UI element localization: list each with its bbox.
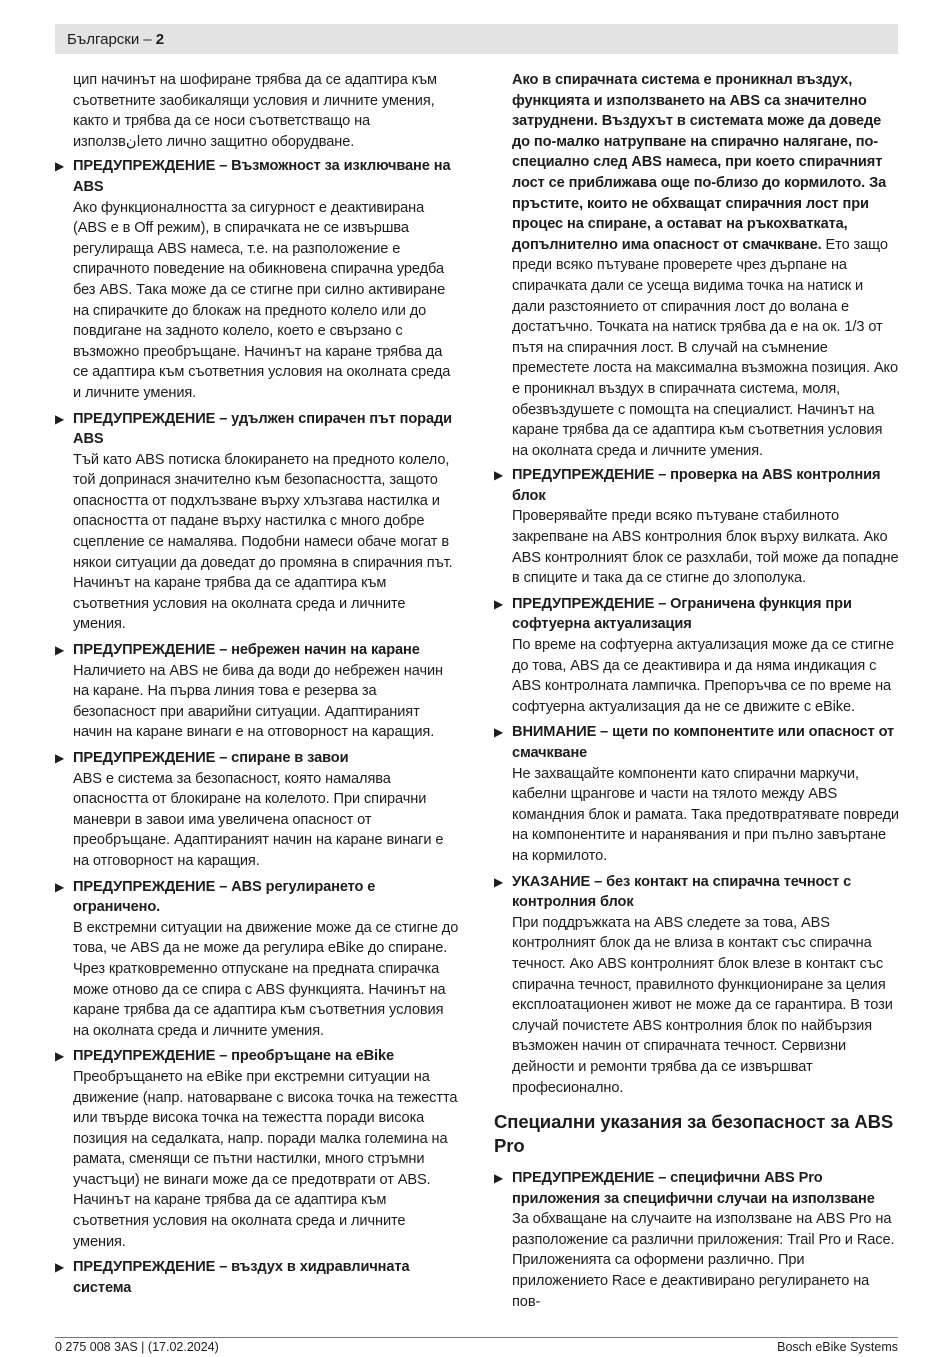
- footer-brand: Bosch eBike Systems: [777, 1340, 898, 1354]
- footer-divider: [55, 1337, 898, 1338]
- warning-body: По време на софтуерна актуализация може да се стигне до това, ABS да се деактивира и да няма индикация с ABS контролната лампичка. Препоръчва се по време на софтуерна актуализация да не се движите с eBike.: [512, 637, 894, 715]
- warning-title: ПРЕДУПРЕЖДЕНИЕ – удължен спирачен път поради ABS: [73, 410, 453, 448]
- warning-title: ПРЕДУПРЕЖДЕНИЕ – Възможност за изключване на ABS: [73, 158, 451, 195]
- warning-title: ПРЕДУПРЕЖДЕНИЕ – специфични ABS Pro приложения за специфични случаи на използване: [512, 1170, 875, 1207]
- section-heading: Специални указания за безопасност за ABS Pro: [494, 1111, 894, 1157]
- warning-body: Ако функционалността за сигурност е деактивирана (ABS е в Off режим), в спирачката не се извършва регулираща ABS намеса, т.е. на разположение е спирачното поведение на обикновена спирачна уредба без ABS. Така може да се стигне при силно активиране на спирачките до блокаж на предното колело или до повдигане на задното колело, което е свързано с възможно преобръщане. Начинът на каране трябва да се адаптира към съответния условия на околната среда и личните умения.: [73, 199, 451, 401]
- warning-body: Тъй като ABS потиска блокирането на предното колело, той допринася значително към безопасността, защото опасността от подхлъзване върху хлъзгава настилка и опасността от падане върху настилка с много добре сцепление се намалява. Подобни намеси обаче могат в някои ситуации да доведат до промяна в спирачния път. Начинът на каране трябва да се адаптира към съответния условия на околната среда и личните умения.: [73, 451, 453, 633]
- warning-body: При поддръжката на ABS следете за това, ABS контролният блок да не влиза в контакт със спирачна течност. Ако ABS контролният блок влезе в контакт със спирачна течност, правилното функциониране за целия експлоатационен живот не може да се гарантира. В този случай почистете ABS контролния блок по найбързия възможен начин от спирачната течност. Сервизни дейности и ремонти трябва да се извършват професионално.: [512, 914, 893, 1096]
- warning-title: ПРЕДУПРЕЖДЕНИЕ – проверка на ABS контролния блок: [512, 467, 881, 504]
- bullet-arrow-icon: ▶: [494, 725, 504, 740]
- warning-longer-braking: [55, 409, 460, 636]
- continued-bold-text: Ако в спирачната система е проникнал въздух, функцията и използването на ABS са значително затруднени. Въздухът в системата може да доведе до по-малко натрупване на спирачно налягане, по-специално след ABS намеса, при което спирачният лост се приближава още по-близо до кормилото. За пръстите, които не обхващат спирачния лост при процес на спиране, а остават на ръкохватката, допълнително има опасност от смачкване.: [512, 72, 887, 253]
- right-column: [494, 70, 899, 1317]
- warning-body: Наличието на ABS не бива да води до небрежен начин на каране. На първа линия това е резерва за безопасност при аварийни ситуации. Адаптираният начин на каране винаги е на отговорност на каращия.: [73, 662, 443, 741]
- bullet-arrow-icon: ▶: [55, 159, 65, 174]
- warning-title: ПРЕДУПРЕЖДЕНИЕ – ABS регулирането е ограничено.: [73, 878, 376, 916]
- warning-body: В екстремни ситуации на движение може да се стигне до това, че ABS да не може да регулира eBike до спиране. Чрез кратковременно отпускане на предната спирачка може отново да се спира с ABS функцията. Начинът на каране трябва да се адаптира към съответния условия на околната среда и личните умения.: [73, 919, 459, 1039]
- caution-component-damage: [494, 722, 899, 866]
- warning-body: Преобръщането на eBike при екстремни ситуации на движение (напр. натоварване с висока точка на тежестта или твърде висока точка на тежестта поради висока позиция на седалката, напр. поради малка големина на рамата, сменящи се пътни настилки, много стръмни участъци) не винаги може да се предотврати от ABS. Начинът на каране трябва да се адаптира към съответния условия на околната среда и личните умения.: [73, 1068, 458, 1250]
- warning-air-in-hydraulics: [55, 1257, 460, 1298]
- bullet-arrow-icon: ▶: [494, 468, 504, 483]
- bullet-arrow-icon: ▶: [494, 874, 504, 889]
- warning-title: ПРЕДУПРЕЖДЕНИЕ – спиране в завои: [73, 750, 349, 766]
- bullet-arrow-icon: ▶: [55, 411, 65, 426]
- warning-title: УКАЗАНИЕ – без контакт на спирачна течност с контролния блок: [512, 873, 852, 911]
- warning-abs-pro-modes: [494, 1168, 899, 1312]
- footer-doc-code: 0 275 008 3AS | (17.02.2024): [55, 1340, 219, 1354]
- bullet-arrow-icon: ▶: [55, 643, 65, 658]
- header-language: Български –: [67, 30, 152, 48]
- warning-check-abs-unit: [494, 465, 899, 589]
- page-number: 2: [155, 30, 165, 48]
- bullet-arrow-icon: ▶: [55, 1049, 65, 1064]
- warning-body: ABS е система за безопасност, която намалява опасността от блокиране на колелото. При спирачни маневри в завои има увеличена опасност от преобръщане. Адаптираният начин на каране винаги е на отговорност на каращия.: [73, 770, 444, 869]
- warning-body: Не захващайте компоненти като спирачни маркучи, кабелни щрангове и части на тялото между ABS командния блок и рамата. Така предотвратявате повреди на компонентите и наранявания и при пълно завъртане на кормилото.: [512, 765, 899, 864]
- bullet-arrow-icon: ▶: [494, 1171, 504, 1186]
- bullet-arrow-icon: ▶: [55, 751, 65, 765]
- warning-careless-riding: [55, 640, 460, 743]
- warning-software-update: [494, 594, 899, 718]
- page-header: [55, 24, 898, 54]
- warning-title: ПРЕДУПРЕЖДЕНИЕ – Ограничена функция при софтуерна актуализация: [512, 595, 852, 633]
- warning-title: ПРЕДУПРЕЖДЕНИЕ – небрежен начин на каране: [73, 642, 420, 659]
- warning-ebike-rollover: [55, 1046, 460, 1252]
- note-brake-fluid-contact: [494, 872, 899, 1099]
- warning-braking-in-curves: [55, 748, 460, 872]
- warning-title: ПРЕДУПРЕЖДЕНИЕ – преобръщане на eBike: [73, 1048, 395, 1065]
- intro-paragraph: цип начинът на шофиране трябва да се адаптира към съответните заобикалящи условия и личните умения, както и трябва да се носи съответстващо на използвانето лично защитно оборудване.: [73, 72, 437, 150]
- warning-body: За обхващане на случаите на използване на ABS Pro на разположение са различни приложения: Trail Pro и Race. Приложенията са оформени различно. При приложението Race е деактивирано регулирането на пов-: [512, 1211, 895, 1310]
- bullet-arrow-icon: ▶: [494, 596, 504, 611]
- bullet-arrow-icon: ▶: [55, 1260, 65, 1275]
- warning-abs-switch-off: [55, 156, 460, 403]
- warning-title: ВНИМАНИЕ – щети по компонентите или опасност от смачкване: [512, 724, 895, 761]
- bullet-arrow-icon: ▶: [55, 879, 65, 894]
- warning-body: Проверявайте преди всяко пътуване стабилното закрепване на ABS контролния блок върху вилката. Ако ABS контролният блок се разхлаби, той може да попадне в спиците и така да се стигне до злополука.: [512, 508, 899, 587]
- warning-title: ПРЕДУПРЕЖДЕНИЕ – въздух в хидравличната система: [73, 1259, 410, 1296]
- warning-abs-limited: [55, 877, 460, 1042]
- left-column: [55, 70, 460, 1303]
- continued-text: Ето защо преди всяко пътуване проверете чрез дърпане на спирачката дали се усеща видима точка на натиск и дали разстоянието от спирачния лост до волана е достатъчно. Точката на натиск трябва да е на ок. 1/3 от пътя на спирачния лост. В случай на съмнение преместете лоста на максимална възможна позиция. Ако е проникнал въздух в спирачната система, моля, обезвъздушете с помощта на специалист. Начинът на каране трябва да се адаптира към съответния условия на околната среда и личните умения.: [512, 236, 898, 459]
- continued-paragraph: [512, 70, 899, 461]
